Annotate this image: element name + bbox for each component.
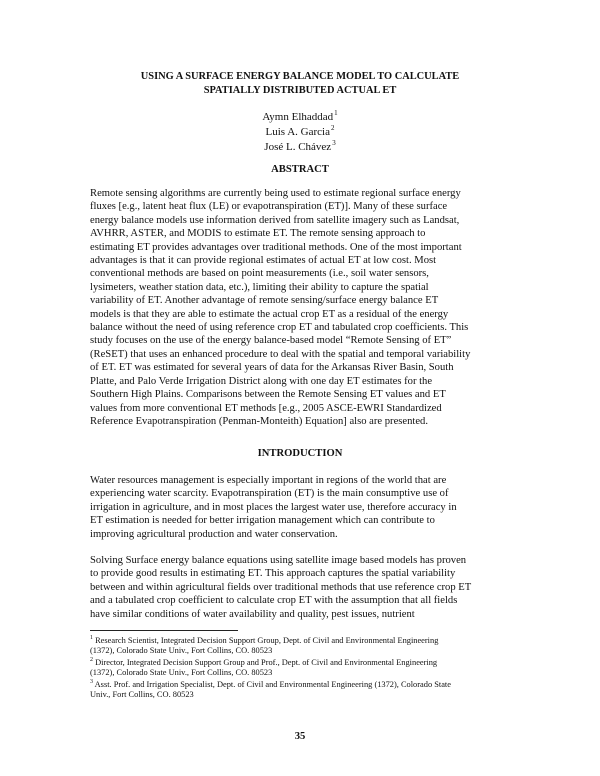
introduction-paragraph-2 <box>90 554 510 621</box>
introduction-heading: INTRODUCTION <box>257 448 343 459</box>
text-line: irrigation in agriculture, and in most places the largest water use, therefore accuracy in <box>90 501 457 513</box>
title-line-1: USING A SURFACE ENERGY BALANCE MODEL TO CALCULATE <box>140 71 460 82</box>
author-name: José L. Chávez <box>264 141 332 153</box>
author <box>200 110 400 125</box>
footnote-line: (1372), Colorado State Univ., Fort Collins, CO. 80523 <box>90 646 273 656</box>
author-name: Luis A. Garcia <box>265 126 330 138</box>
text-line: estimating ET provides advantages over traditional methods. One of the most important <box>90 241 462 253</box>
footnote-mark: 3 <box>90 679 93 686</box>
author-list <box>200 110 400 155</box>
footnote-divider <box>90 630 238 631</box>
footnote-text: Director, Integrated Decision Support Group and Prof., Dept. of Civil and Environmental Engineering <box>93 658 438 667</box>
author-footnote-mark: 2 <box>330 124 335 133</box>
text-line: Solving Surface energy balance equations using satellite image based models has proven <box>90 555 467 566</box>
text-line: AVHRR, ASTER, and MODIS to estimate ET. The remote sensing approach to <box>90 228 426 240</box>
text-line: models is that they are able to estimate the actual crop ET as a residual of the energy <box>90 308 449 320</box>
footnote-mark: 1 <box>90 635 93 642</box>
footnote <box>90 636 515 657</box>
footnote-line: Univ., Fort Collins, CO. 80523 <box>90 690 194 700</box>
text-line: and a tabulated crop coefficient to calculate crop ET with the assumption that all fields <box>90 595 458 607</box>
text-line: lysimeters, weather station data, etc.), limiting their ability to capture the spatial <box>90 281 429 293</box>
abstract-heading: ABSTRACT <box>271 164 329 175</box>
text-line: Southern High Plains. Comparisons between the Remote Sensing ET values and ET <box>90 389 446 401</box>
footnote-line <box>90 658 515 668</box>
footnote <box>90 680 515 701</box>
footnote-text: Research Scientist, Integrated Decision Support Group, Dept. of Civil and Environmental Engineering <box>93 636 439 645</box>
author-name: Aymn Elhaddad <box>262 111 334 123</box>
text-line: conventional methods are based on point measurements (i.e., soil water sensors, <box>90 268 429 280</box>
author-footnote-mark: 3 <box>332 139 336 148</box>
footnote-text: Asst. Prof. and Irrigation Specialist, Dept. of Civil and Environmental Engineering (1372), Colorado State <box>93 680 451 689</box>
text-line: Platte, and Palo Verde Irrigation District along with one day ET estimates for the <box>90 375 433 387</box>
footnote <box>90 658 515 679</box>
introduction-paragraph-1 <box>90 474 510 541</box>
text-line: balance without the need of using reference crop ET and tabulated crop coefficients. This <box>90 322 469 334</box>
text-line: variability of ET. Another advantage of remote sensing/surface energy balance ET <box>90 295 439 307</box>
text-line: fluxes [e.g., latent heat flux (LE) or evapotranspiration (ET)]. Many of these surface <box>90 201 448 213</box>
paper-title <box>90 70 510 98</box>
title-line-2: SPATIALLY DISTRIBUTED ACTUAL ET <box>203 85 397 96</box>
footnote-line <box>90 680 515 690</box>
text-line: Water resources management is especially important in regions of the world that are <box>90 475 447 486</box>
footnote-mark: 2 <box>90 657 93 664</box>
text-line: advantages is that it can provide regional estimates of actual ET at low cost. Most <box>90 255 437 267</box>
text-line: ET estimation is needed for better irrigation management which can contribute to <box>90 515 435 527</box>
abstract-body <box>90 187 510 428</box>
text-line: Remote sensing algorithms are currently being used to estimate regional surface energy <box>90 188 461 199</box>
footnote-line: (1372), Colorado State Univ., Fort Collins, CO. 80523 <box>90 668 273 678</box>
text-line: improving agricultural production and water conservation. <box>90 528 338 540</box>
text-line: (ReSET) that uses an enhanced procedure to deal with the spatial and temporal variability <box>90 348 471 360</box>
author <box>200 140 400 155</box>
text-line: study focuses on the use of the energy balance-based model “Remote Sensing of ET” <box>90 335 452 347</box>
footnote-line <box>90 636 515 646</box>
page-number: 35 <box>294 731 306 742</box>
author <box>200 125 400 140</box>
text-line: experiencing water scarcity. Evapotranspiration (ET) is the main consumptive use of <box>90 488 449 500</box>
text-line: to provide good results in estimating ET. This approach captures the spatial variability <box>90 568 456 580</box>
text-line: energy balance models use information derived from satellite imagery such as Landsat, <box>90 214 460 226</box>
text-line: have similar conditions of water availability and quality, pest issues, nutrient <box>90 608 415 620</box>
text-line: of ET. ET was estimated for several years of data for the Arkansas River Basin, South <box>90 362 454 374</box>
text-line: values from more conventional ET methods [e.g., 2005 ASCE-EWRI Standardized <box>90 402 442 414</box>
author-footnote-mark: 1 <box>334 109 338 118</box>
text-line: Reference Evapotranspiration (Penman-Monteith) Equation] also are presented. <box>90 415 428 427</box>
text-line: between and within agricultural fields over traditional methods that use reference crop ET <box>90 581 472 593</box>
